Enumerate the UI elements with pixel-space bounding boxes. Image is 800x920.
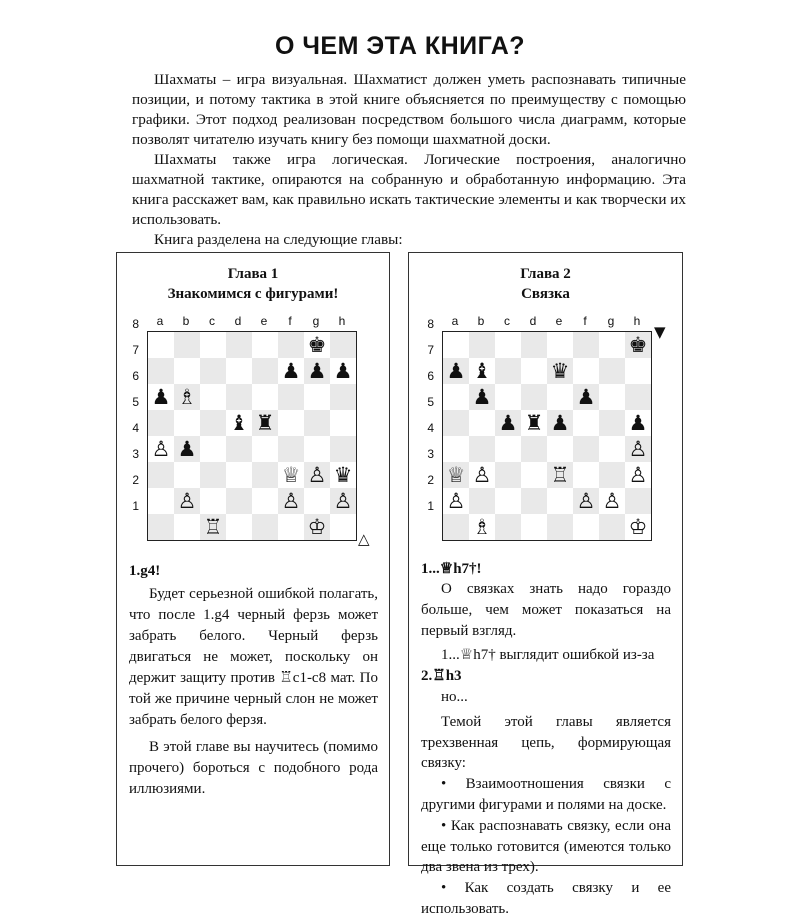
board-square-g4 <box>599 436 625 462</box>
board-square-c4 <box>200 436 226 462</box>
board-square-d7 <box>521 358 547 384</box>
board-square-b3 <box>469 462 495 488</box>
board-square-f1 <box>278 514 304 540</box>
page-title: О ЧЕМ ЭТА КНИГА? <box>274 32 526 60</box>
board-square-d6 <box>226 384 252 410</box>
board-square-b4 <box>174 436 200 462</box>
black-pawn-icon: ♟ <box>550 410 570 435</box>
chapter-2-move: 1...♕h7†! <box>421 561 482 577</box>
board-square-b8 <box>174 332 200 358</box>
board-square-g2 <box>304 488 330 514</box>
white-pawn-icon: ♙ <box>281 488 301 513</box>
board-square-c2 <box>495 488 521 514</box>
board-square-g1 <box>304 514 330 540</box>
chessboard-2 <box>442 331 652 541</box>
board-square-e7 <box>547 358 573 384</box>
file-label: c <box>209 314 215 328</box>
white-pawn-icon: ♙ <box>333 488 353 513</box>
board-square-a4 <box>148 436 174 462</box>
white-pawn-icon: ♙ <box>307 462 327 487</box>
file-label: f <box>288 314 292 328</box>
board-square-a3 <box>148 462 174 488</box>
board-square-h4 <box>625 436 651 462</box>
board-square-c8 <box>200 332 226 358</box>
board-square-e2 <box>252 488 278 514</box>
black-to-move-icon: ▼ <box>654 323 666 341</box>
board-square-g3 <box>304 462 330 488</box>
chapter-1-title: Глава 1 <box>227 266 279 282</box>
white-pawn-icon: ♙ <box>151 436 171 461</box>
board-square-b1 <box>469 514 495 540</box>
file-label: d <box>529 314 537 328</box>
board-square-g4 <box>304 436 330 462</box>
board-square-h3 <box>625 462 651 488</box>
board-square-e8 <box>547 332 573 358</box>
board-square-g8 <box>304 332 330 358</box>
chapter-2-paragraph: • Как распознавать связку, если она еще только готовится (имеются только два звена из трех). <box>421 817 671 876</box>
board-square-a6 <box>443 384 469 410</box>
file-label: b <box>182 314 190 328</box>
chapter-1-paragraph: Будет серьезной ошибкой полагать, что после 1.g4 черный ферзь может забрать белого. Черный ферзь двигаться не может, поскольку он держит защиту против ♖c1-c8 мат. По той же причине черный слон не может забрать белого ферзя. <box>129 586 378 728</box>
board-square-a1 <box>148 514 174 540</box>
black-pawn-icon: ♟ <box>498 410 518 435</box>
board-square-b7 <box>174 358 200 384</box>
board-square-c8 <box>495 332 521 358</box>
white-pawn-icon: ♙ <box>472 462 492 487</box>
board-square-a3 <box>443 462 469 488</box>
rank-label: 7 <box>427 343 434 357</box>
board-square-c7 <box>200 358 226 384</box>
board-square-c1 <box>495 514 521 540</box>
file-label: e <box>555 314 563 328</box>
board-square-f5 <box>573 410 599 436</box>
board-square-a1 <box>443 514 469 540</box>
board-square-a2 <box>148 488 174 514</box>
board-square-f2 <box>573 488 599 514</box>
black-pawn-icon: ♟ <box>281 358 301 383</box>
file-label: d <box>234 314 242 328</box>
chapter-2-subtitle: Связка <box>521 286 570 302</box>
board-square-b4 <box>469 436 495 462</box>
board-square-a7 <box>148 358 174 384</box>
board-square-h1 <box>330 514 356 540</box>
board-square-e7 <box>252 358 278 384</box>
file-label: g <box>312 314 320 328</box>
board-square-e3 <box>252 462 278 488</box>
white-pawn-icon: ♙ <box>446 488 466 513</box>
board-square-b1 <box>174 514 200 540</box>
board-square-g1 <box>599 514 625 540</box>
board-square-b6 <box>174 384 200 410</box>
white-king-icon: ♔ <box>628 514 648 539</box>
board-square-a2 <box>443 488 469 514</box>
board-square-h5 <box>625 410 651 436</box>
board-square-d5 <box>226 410 252 436</box>
black-pawn-icon: ♟ <box>333 358 353 383</box>
board-square-e6 <box>547 384 573 410</box>
board-square-d8 <box>226 332 252 358</box>
black-pawn-icon: ♟ <box>177 436 197 461</box>
intro-paragraph-2: Шахматы также игра логическая. Логические построения, аналогично шахматной тактике, опираются на собранную и обработанную информацию. Эта книга расскажет вам, как правильно искать тактические элементы и как творчески их использовать. <box>132 151 686 228</box>
board-square-f1 <box>573 514 599 540</box>
board-square-f6 <box>573 384 599 410</box>
board-square-g8 <box>599 332 625 358</box>
white-bishop-icon: ♗ <box>472 514 492 539</box>
board-square-d1 <box>521 514 547 540</box>
board-square-b5 <box>469 410 495 436</box>
chapter-1-move: 1.g4! <box>129 563 161 579</box>
board-square-h7 <box>330 358 356 384</box>
board-square-h1 <box>625 514 651 540</box>
rank-label: 3 <box>427 447 434 461</box>
white-king-icon: ♔ <box>307 514 327 539</box>
rank-label: 4 <box>132 421 139 435</box>
white-to-move-icon: △ <box>358 530 370 548</box>
board-square-d2 <box>521 488 547 514</box>
board-square-e6 <box>252 384 278 410</box>
board-square-b5 <box>174 410 200 436</box>
board-square-g7 <box>599 358 625 384</box>
board-square-g7 <box>304 358 330 384</box>
rank-label: 1 <box>132 499 139 513</box>
black-pawn-icon: ♟ <box>628 410 648 435</box>
chapter-2-paragraph: но... <box>441 688 468 705</box>
board-square-e4 <box>252 436 278 462</box>
board-square-e1 <box>252 514 278 540</box>
board-square-b6 <box>469 384 495 410</box>
chapter-2-text <box>421 579 671 920</box>
board-square-c3 <box>495 462 521 488</box>
board-square-h8 <box>625 332 651 358</box>
board-square-g5 <box>599 410 625 436</box>
intro-paragraph-1: Шахматы – игра визуальная. Шахматист должен уметь распознавать типичные позиции, и потому тактика в этой книге объясняется по преимуществу с помощью графики. Этот подход реализован посредством большого числа диаграмм, которые позволят читателю изучать книгу без помощи шахматной доски. <box>132 71 686 148</box>
board-square-h3 <box>330 462 356 488</box>
chapter-2-paragraph: 2.♖h3 <box>421 668 462 685</box>
board-square-e5 <box>252 410 278 436</box>
board-square-e8 <box>252 332 278 358</box>
board-square-e3 <box>547 462 573 488</box>
board-square-d5 <box>521 410 547 436</box>
chapter-2-paragraph: • Взаимоотношения связки с другими фигурами и полями на доске. <box>421 776 671 813</box>
chapter-1-paragraph: В этой главе вы научитесь (помимо прочего) бороться с подобного рода иллюзиями. <box>129 739 378 797</box>
board-square-e4 <box>547 436 573 462</box>
rank-label: 2 <box>427 473 434 487</box>
rank-label: 7 <box>132 343 139 357</box>
board-square-d4 <box>521 436 547 462</box>
rank-label: 3 <box>132 447 139 461</box>
intro-paragraph-3: Книга разделена на следующие главы: <box>154 231 403 248</box>
rank-label: 5 <box>427 395 434 409</box>
white-bishop-icon: ♗ <box>177 384 197 409</box>
white-pawn-icon: ♙ <box>628 436 648 461</box>
board-square-h6 <box>625 384 651 410</box>
board-square-f3 <box>573 462 599 488</box>
white-pawn-icon: ♙ <box>628 462 648 487</box>
board-square-g3 <box>599 462 625 488</box>
board-square-b3 <box>174 462 200 488</box>
board-square-e1 <box>547 514 573 540</box>
black-rook-icon: ♜ <box>255 410 275 435</box>
rank-label: 6 <box>132 369 139 383</box>
file-label: a <box>156 314 164 328</box>
file-label: e <box>260 314 268 328</box>
board-square-h6 <box>330 384 356 410</box>
black-pawn-icon: ♟ <box>151 384 171 409</box>
board-square-a5 <box>443 410 469 436</box>
board-square-d4 <box>226 436 252 462</box>
rank-label: 5 <box>132 395 139 409</box>
black-king-icon: ♚ <box>628 332 648 357</box>
chapter-2-paragraph: • Как создать связку и ее использовать. <box>421 880 671 917</box>
board-square-d3 <box>226 462 252 488</box>
board-square-e2 <box>547 488 573 514</box>
board-square-h2 <box>330 488 356 514</box>
board-square-e5 <box>547 410 573 436</box>
board-square-c2 <box>200 488 226 514</box>
white-pawn-icon: ♙ <box>177 488 197 513</box>
chapter-2-title: Глава 2 <box>520 266 571 282</box>
rank-label: 2 <box>132 473 139 487</box>
chapter-2-box <box>408 252 683 917</box>
file-label: b <box>477 314 485 328</box>
board-square-d8 <box>521 332 547 358</box>
white-rook-icon: ♖ <box>550 462 570 487</box>
board-square-g2 <box>599 488 625 514</box>
board-square-d3 <box>521 462 547 488</box>
board-square-h5 <box>330 410 356 436</box>
black-queen-icon: ♛ <box>333 462 353 487</box>
file-label: g <box>607 314 615 328</box>
board-square-a6 <box>148 384 174 410</box>
board-square-c1 <box>200 514 226 540</box>
board-square-a8 <box>443 332 469 358</box>
board-square-f7 <box>573 358 599 384</box>
board-square-f8 <box>573 332 599 358</box>
intro-text <box>132 70 686 250</box>
rank-label: 4 <box>427 421 434 435</box>
board-square-f8 <box>278 332 304 358</box>
black-rook-icon: ♜ <box>524 410 544 435</box>
board-square-h2 <box>625 488 651 514</box>
board-square-c5 <box>495 410 521 436</box>
chapter-2-paragraph: Темой этой главы является трехзвенная цепь, формирующая связку: <box>421 713 671 772</box>
chapter-1-subtitle: Знакомимся с фигурами! <box>167 286 339 302</box>
chapter-1-diagram <box>129 311 370 548</box>
board-square-f6 <box>278 384 304 410</box>
board-square-a5 <box>148 410 174 436</box>
board-square-c6 <box>200 384 226 410</box>
white-pawn-icon: ♙ <box>576 488 596 513</box>
board-square-a8 <box>148 332 174 358</box>
board-square-f4 <box>573 436 599 462</box>
board-square-f3 <box>278 462 304 488</box>
white-queen-icon: ♕ <box>281 462 301 487</box>
black-bishop-icon: ♝ <box>472 358 492 383</box>
black-queen-icon: ♛ <box>550 358 570 383</box>
board-square-f2 <box>278 488 304 514</box>
board-square-h4 <box>330 436 356 462</box>
black-pawn-icon: ♟ <box>472 384 492 409</box>
file-label: c <box>504 314 510 328</box>
chapter-2-paragraph: 1...♕h7† выглядит ошибкой из-за <box>441 647 655 664</box>
board-square-h8 <box>330 332 356 358</box>
rank-label: 1 <box>427 499 434 513</box>
file-label: a <box>451 314 459 328</box>
board-square-b2 <box>174 488 200 514</box>
board-square-d6 <box>521 384 547 410</box>
black-king-icon: ♚ <box>307 332 327 357</box>
board-square-d2 <box>226 488 252 514</box>
board-square-d7 <box>226 358 252 384</box>
board-square-c3 <box>200 462 226 488</box>
white-pawn-icon: ♙ <box>602 488 622 513</box>
black-pawn-icon: ♟ <box>307 358 327 383</box>
rank-label: 8 <box>427 317 434 331</box>
black-pawn-icon: ♟ <box>446 358 466 383</box>
board-square-f5 <box>278 410 304 436</box>
black-pawn-icon: ♟ <box>576 384 596 409</box>
board-square-c6 <box>495 384 521 410</box>
board-square-b7 <box>469 358 495 384</box>
rank-label: 6 <box>427 369 434 383</box>
board-square-g6 <box>599 384 625 410</box>
board-square-b8 <box>469 332 495 358</box>
board-square-a7 <box>443 358 469 384</box>
board-square-d1 <box>226 514 252 540</box>
board-square-g6 <box>304 384 330 410</box>
board-square-a4 <box>443 436 469 462</box>
board-square-g5 <box>304 410 330 436</box>
chessboard-1 <box>147 331 357 541</box>
chapter-1-box <box>116 252 390 866</box>
board-square-c5 <box>200 410 226 436</box>
board-square-c7 <box>495 358 521 384</box>
white-queen-icon: ♕ <box>446 462 466 487</box>
board-square-h7 <box>625 358 651 384</box>
rank-label: 8 <box>132 317 139 331</box>
file-label: h <box>633 314 641 328</box>
white-rook-icon: ♖ <box>203 514 223 539</box>
chapter-2-diagram <box>424 311 674 541</box>
chapter-1-text <box>129 584 378 800</box>
board-square-b2 <box>469 488 495 514</box>
board-square-f7 <box>278 358 304 384</box>
black-bishop-icon: ♝ <box>229 410 249 435</box>
board-square-c4 <box>495 436 521 462</box>
chapter-2-paragraph: О связках знать надо гораздо больше, чем может показаться на первый взгляд. <box>421 581 671 639</box>
board-square-f4 <box>278 436 304 462</box>
file-label: f <box>583 314 587 328</box>
file-label: h <box>338 314 346 328</box>
